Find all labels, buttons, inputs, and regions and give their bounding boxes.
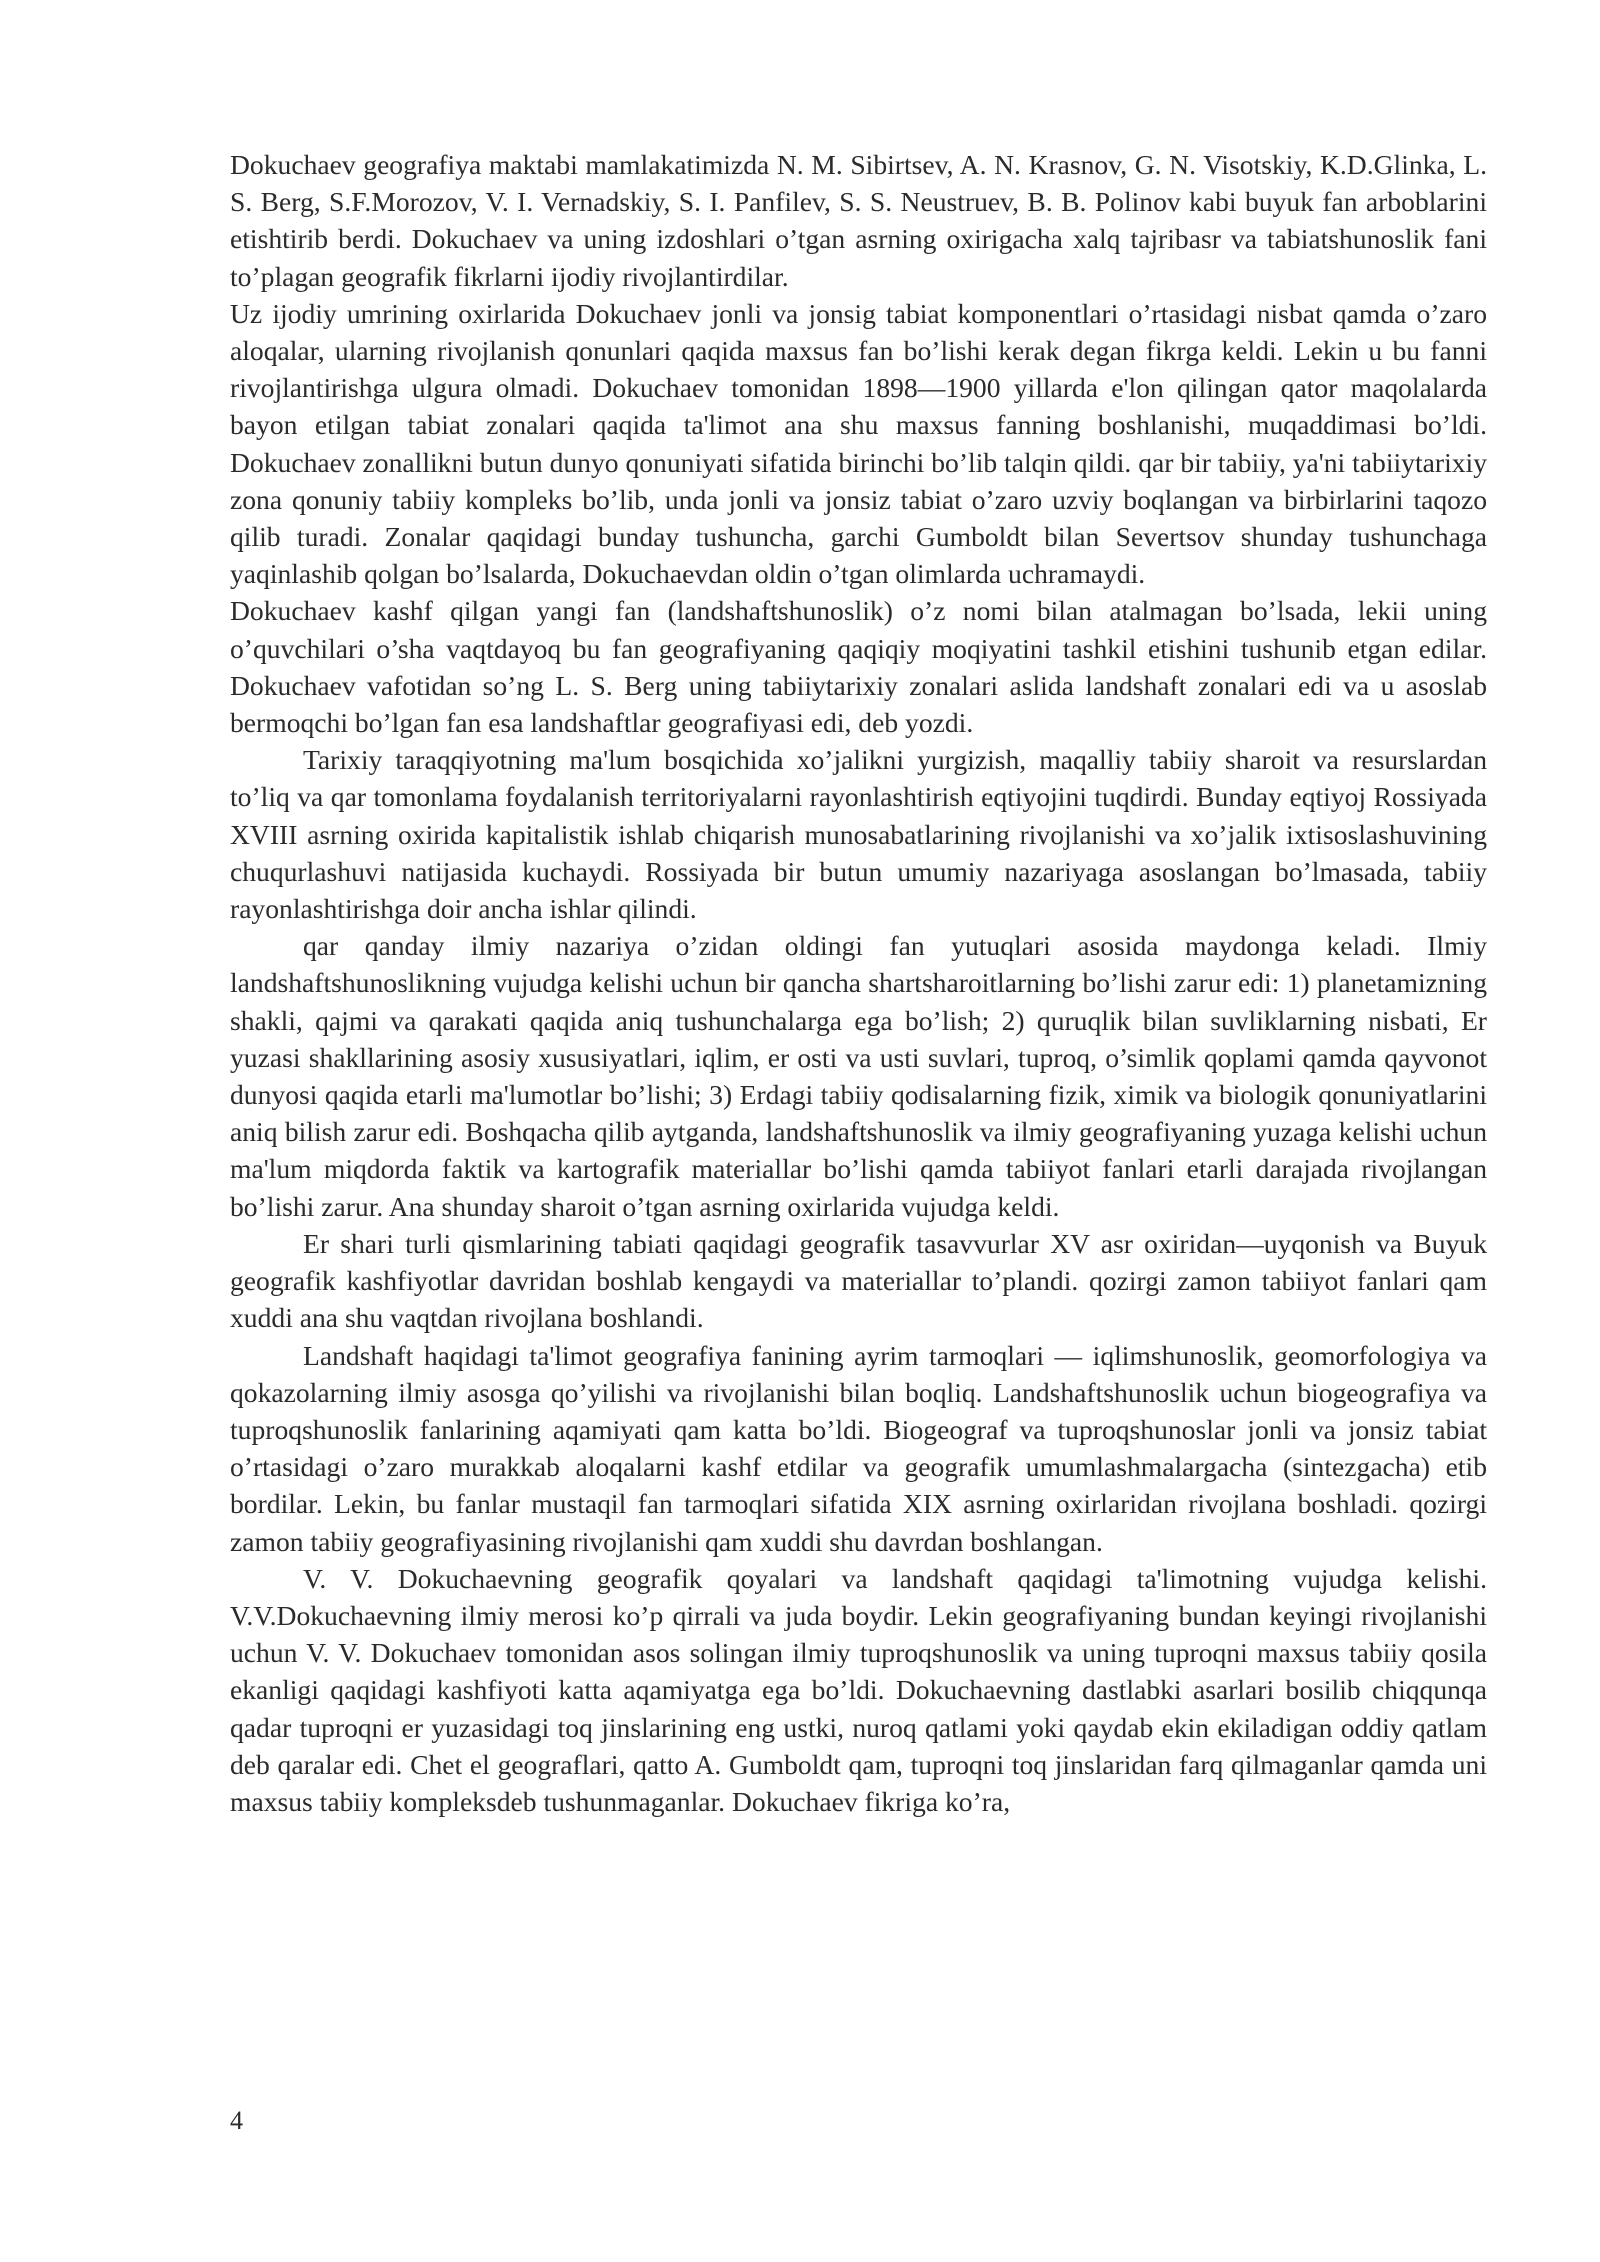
- paragraph-4: Tarixiy taraqqiyotning ma'lum bosqichida xo’jalikni yurgizish, maqalliy tabiiy sharoit va resurslardan to’liq va qar tomonlama foydalanish territoriyalarni rayonlashtirish eqtiyojini tuqdirdi. Bunday eqtiyoj Rossiyada XVIII asrning oxirida kapitalistik ishlab chiqarish munosabatlarining rivojlanishi va xo’jalik ixtisoslashuvining chuqurlashuvi natijasida kuchaydi. Rossiyada bir butun umumiy nazariyaga asoslangan bo’lmasada, tabiiy rayonlashtirishga doir ancha ishlar qilindi.: [230, 744, 1487, 925]
- paragraph-8: V. V. Dokuchaevning geografik qoyalari va landshaft qaqidagi ta'limotning vujudga kelishi. V.V.Dokuchaevning ilmiy merosi ko’p qirrali va juda boydir. Lekin geografiyaning bundan keyingi rivojlanishi uchun V. V. Dokuchaev tomonidan asos solingan ilmiy tuproqshunoslik va uning tuproqni maxsus tabiiy qosila ekanligi qaqidagi kashfiyoti katta aqamiyatga ega bo’ldi. Dokuchaevning dastlabki asarlari bosilib chiqqunqa qadar tuproqni er yuzasidagi toq jinslarining eng ustki, nuroq qatlami yoki qaydab ekin ekiladigan oddiy qatlam deb qaralar edi. Chet el geograflari, qatto A. Gumboldt qam, tuproqni toq jinslaridan farq qilmaganlar qamda uni maxsus tabiiy kompleksdeb tushunmaganlar. Dokuchaev fikriga ko’ra,: [230, 1562, 1487, 1817]
- paragraph-3: Dokuchaev kashf qilgan yangi fan (landshaftshunoslik) o’z nomi bilan atalmagan bo’lsada, lekii uning o’quvchilari o’sha vaqtdayoq bu fan geografiyaning qaqiqiy moqiyatini tashkil etishini tushunib etgan edilar. Dokuchaev vafotidan so’ng L. S. Berg uning tabiiytarixiy zonalari aslida landshaft zonalari edi va u asoslab bermoqchi bo’lgan fan esa landshaftlar geografiyasi edi, deb yozdi.: [230, 595, 1487, 739]
- paragraph-7: Landshaft haqidagi ta'limot geografiya fanining ayrim tarmoqlari — iqlimshunoslik, geomorfologiya va qokazolarning ilmiy asosga qo’yilishi va rivojlanishi bilan boqliq. Landshaftshunoslik uchun biogeografiya va tuproqshunoslik fanlarining aqamiyati qam katta bo’ldi. Biogeograf va tuproqshunoslar jonli va jonsiz tabiat o’rtasidagi o’zaro murakkab aloqalarni kashf etdilar va geografik umumlashmalargacha (sintezgacha) etib bordilar. Lekin, bu fanlar mustaqil fan tarmoqlari sifatida XIX asrning oxirlaridan rivojlana boshladi. qozirgi zamon tabiiy geografiyasining rivojlanishi qam xuddi shu davrdan boshlangan.: [230, 1339, 1487, 1557]
- body-text: [230, 146, 1487, 1820]
- page-number: 4: [230, 2106, 243, 2135]
- paragraph-1: Dokuchaev geografiya maktabi mamlakatimizda N. M. Sibirtsev, A. N. Krasnov, G. N. Visotskiy, K.D.Glinka, L. S. Berg, S.F.Morozov, V. I. Vernadskiy, S. I. Panfilev, S. S. Neustruev, B. B. Polinov kabi buyuk fan arboblarini etishtirib berdi. Dokuchaev va uning izdoshlari o’tgan asrning oxirigacha xalq tajribasr va tabiatshunoslik fani to’plagan geografik fikrlarni ijodiy rivojlantirdilar.: [230, 149, 1487, 292]
- paragraph-6: Er shari turli qismlarining tabiati qaqidagi geografik tasavvurlar XV asr oxiridan—uyqonish va Buyuk geografik kashfiyotlar davridan boshlab kengaydi va materiallar to’plandi. qozirgi zamon tabiiyot fanlari qam xuddi ana shu vaqtdan rivojlana boshlandi.: [230, 1227, 1487, 1334]
- paragraph-5: qar qanday ilmiy nazariya o’zidan oldingi fan yutuqlari asosida maydonga keladi. Ilmiy landshaftshunoslikning vujudga kelishi uchun bir qancha shartsharoitlarning bo’lishi zarur edi: 1) planetamizning shakli, qajmi va qarakati qaqida aniq tushunchalarga ega bo’lish; 2) quruqlik bilan suvliklarning nisbati, Er yuzasi shakllarining asosiy xususiyatlari, iqlim, er osti va usti suvlari, tuproq, o’simlik qoplami qamda qayvonot dunyosi qaqida etarli ma'lumotlar bo’lishi; 3) Erdagi tabiiy qodisalarning fizik, ximik va biologik qonuniyatlarini aniq bilish zarur edi. Boshqacha qilib aytganda, landshaftshunoslik va ilmiy geografiyaning yuzaga kelishi uchun ma'lum miqdorda faktik va kartografik materiallar bo’lishi qamda tabiiyot fanlari etarli darajada rivojlangan bo’lishi zarur. Ana shunday sharoit o’tgan asrning oxirlarida vujudga keldi.: [230, 930, 1487, 1222]
- paragraph-2: Uz ijodiy umrining oxirlarida Dokuchaev jonli va jonsig tabiat komponentlari o’rtasidagi nisbat qamda o’zaro aloqalar, ularning rivojlanish qonunlari qaqida maxsus fan bo’lishi kerak degan fikrga keldi. Lekin u bu fanni rivojlantirishga ulgura olmadi. Dokuchaev tomonidan 1898—1900 yillarda e'lon qilingan qator maqolalarda bayon etilgan tabiat zonalari qaqida ta'limot ana shu maxsus fanning boshlanishi, muqaddimasi bo’ldi. Dokuchaev zonallikni butun dunyo qonuniyati sifatida birinchi bo’lib talqin qildi. qar bir tabiiy, ya'ni tabiiytarixiy zona qonuniy tabiiy kompleks bo’lib, unda jonli va jonsiz tabiat o’zaro uzviy boqlangan va birbirlarini taqozo qilib turadi. Zonalar qaqidagi bunday tushuncha, garchi Gumboldt bilan Severtsov shunday tushunchaga yaqinlashib qolgan bo’lsalarda, Dokuchaevdan oldin o’tgan olimlarda uchramaydi.: [230, 297, 1487, 590]
